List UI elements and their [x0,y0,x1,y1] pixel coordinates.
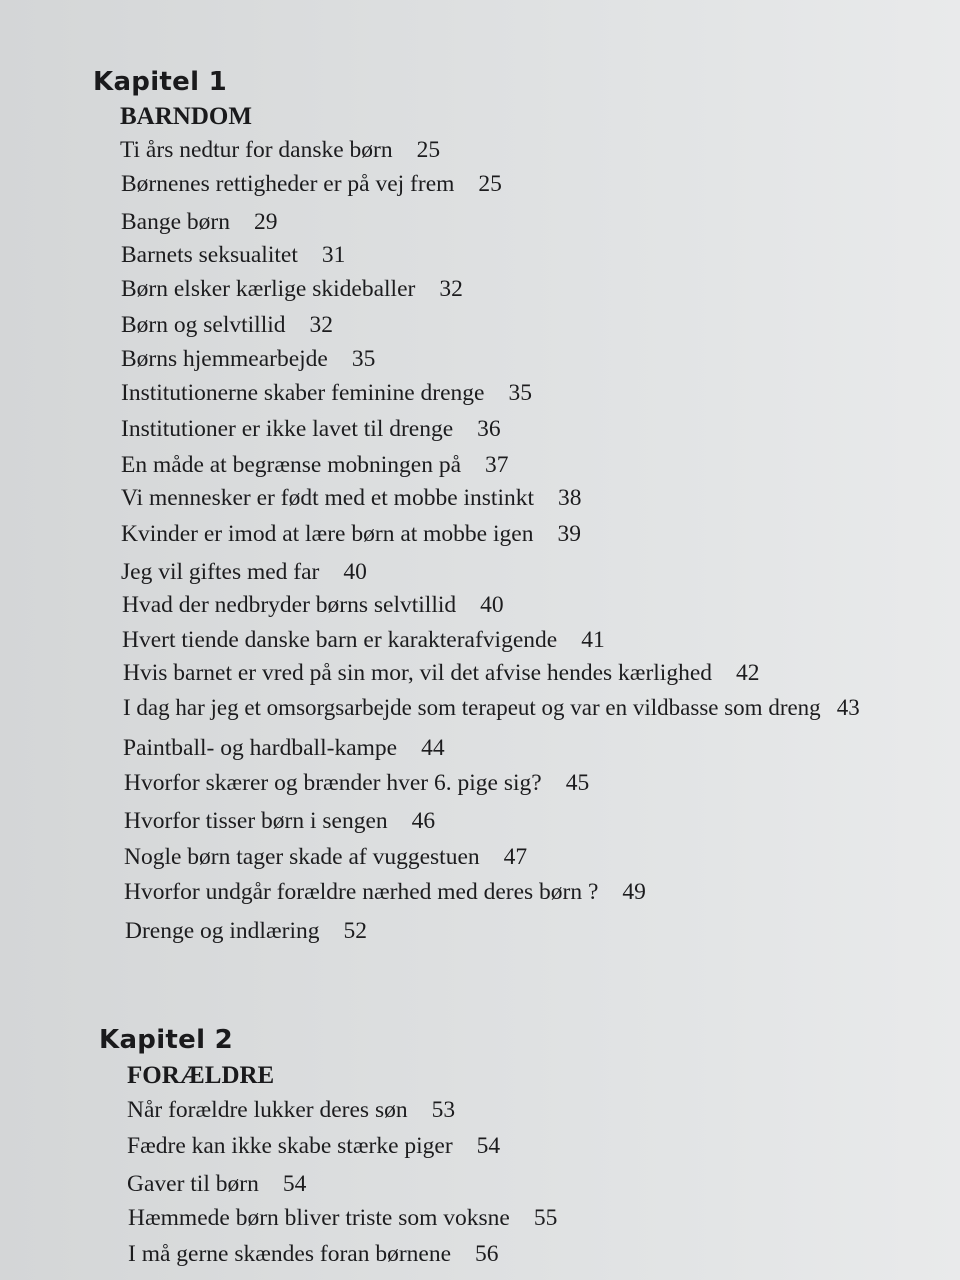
toc-entry-text: Hæmmede børn bliver triste som voksne [128,1205,510,1231]
toc-entry [121,242,345,269]
toc-entry [124,808,435,835]
toc-entry-page: 55 [533,1205,558,1231]
toc-entry [124,770,589,797]
toc-entry [128,1241,499,1268]
toc-entry [128,1205,557,1232]
toc-entry-page: 31 [321,242,346,268]
toc-entry-text: Institutionerne skaber feminine drenge [121,380,485,406]
chapter-1-heading: Kapitel 1 [93,67,228,97]
toc-entry-text: Vi mennesker er født med et mobbe instinkt [121,485,535,511]
toc-entry-page: 36 [477,416,501,442]
toc-entry [125,918,367,945]
toc-entry-page: 41 [581,627,605,653]
toc-entry [121,559,367,586]
toc-entry-page: 53 [431,1097,456,1123]
toc-entry-page: 46 [411,808,436,834]
toc-entry [121,521,581,548]
toc-entry [123,695,860,721]
toc-entry [121,485,582,512]
toc-entry-page: 44 [421,735,445,761]
toc-entry-text: Nogle børn tager skade af vuggestuen [124,844,480,870]
toc-entry-text: Hvis barnet er vred på sin mor, vil det afvise hendes kærlighed [123,660,713,686]
toc-entry [121,416,501,443]
toc-entry [121,346,375,373]
toc-entry [122,627,605,654]
toc-entry-page: 40 [480,592,504,618]
toc-entry-page: 37 [485,452,509,478]
toc-entry-page: 29 [254,209,278,235]
toc-entry-text: Bange børn [121,209,230,235]
toc-entry-text: Institutioner er ikke lavet til drenge [121,416,454,442]
toc-entry-page: 32 [439,276,463,302]
toc-entry-text: Hvorfor undgår forældre nærhed med deres børn ? [124,879,599,905]
toc-entry-text: Kvinder er imod at lære børn at mobbe igen [121,521,534,547]
toc-entry-page: 54 [282,1171,307,1197]
toc-entry-text: Gaver til børn [127,1171,259,1197]
toc-entry-page: 43 [836,695,860,720]
toc-entry [121,452,509,479]
toc-entry [121,380,532,407]
toc-entry-page: 35 [508,380,532,406]
toc-entry-text: Når forældre lukker deres søn [127,1097,408,1123]
toc-entry [124,879,646,906]
toc-entry-text: Børn elsker kærlige skideballer [121,276,416,302]
toc-entry [127,1171,306,1198]
toc-entry-page: 40 [343,559,367,585]
toc-entry-text: Ti års nedtur for danske børn [120,137,393,163]
toc-entry-text: Drenge og indlæring [125,918,320,944]
toc-entry [121,276,463,303]
toc-entry-text: I må gerne skændes foran børnene [128,1241,452,1267]
toc-entry-text: Hvorfor tisser børn i sengen [124,808,388,834]
toc-entry-page: 35 [351,346,376,372]
toc-entry [122,592,504,619]
toc-entry-page: 49 [622,879,646,905]
toc-entry-text: En måde at begrænse mobningen på [121,452,462,478]
toc-entry-page: 54 [476,1133,501,1159]
toc-entry-text: Hvad der nedbryder børns selvtillid [122,592,457,618]
toc-entry [121,171,502,198]
toc-entry [121,312,333,339]
toc-entry [124,844,527,871]
toc-entry-text: Jeg vil giftes med far [121,559,320,585]
toc-entry-text: Børn og selvtillid [121,312,286,338]
toc-entry-text: Fædre kan ikke skabe stærke piger [127,1133,453,1159]
toc-entry-page: 25 [478,171,502,197]
toc-entry-page: 42 [736,660,760,686]
toc-entry-text: Børns hjemmearbejde [121,346,328,372]
toc-entry-page: 47 [503,844,528,870]
toc-entry [121,209,278,236]
toc-entry [127,1097,455,1124]
toc-entry-page: 39 [557,521,581,547]
toc-entry [123,735,445,762]
toc-entry-page: 38 [558,485,582,511]
toc-entry-page: 45 [565,770,590,796]
toc-entry [123,660,760,687]
toc-entry-page: 25 [416,137,441,163]
toc-entry-text: Paintball- og hardball-kampe [123,735,398,761]
chapter-1-title: BARNDOM [120,103,252,130]
toc-entry-text: Hvert tiende danske barn er karakterafvigende [122,627,558,653]
toc-entry-text: I dag har jeg et omsorgsarbejde som terapeut og var en vildbasse som dreng [123,695,821,720]
toc-entry-text: Børnenes rettigheder er på vej frem [121,171,455,197]
chapter-2-heading: Kapitel 2 [99,1025,234,1055]
toc-entry-page: 56 [475,1241,499,1267]
toc-entry-page: 52 [343,918,367,944]
toc-entry-text: Barnets seksualitet [121,242,298,268]
toc-entry-page: 32 [309,312,333,338]
toc-entry [120,137,440,164]
toc-entry-text: Hvorfor skærer og brænder hver 6. pige sig? [124,770,542,796]
toc-entry [127,1133,500,1160]
chapter-2-title: FORÆLDRE [127,1062,275,1089]
